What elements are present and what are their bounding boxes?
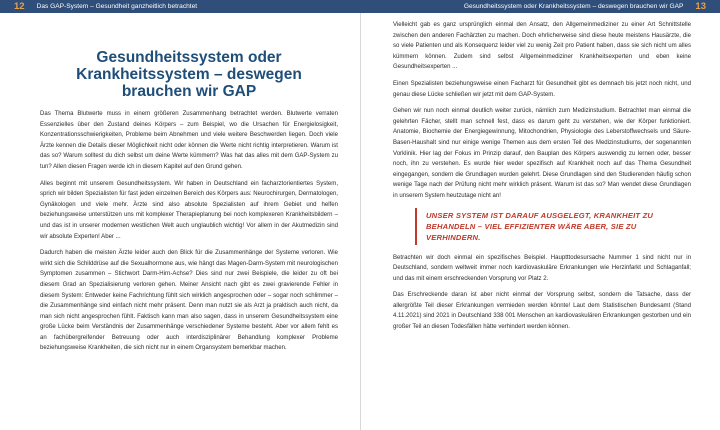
body-paragraph: Vielleicht gab es ganz ursprünglich einmal den Ansatz, den Allgemeinmediziner zu einer Art Schnittstelle zwischen den anderen Fachärzten zu machen. Doch ehrlicherweise sind diese heute meistens Hausärzte, die so viele Patienten und als Konsequenz leider viel zu wenig Zeit pro Patient haben, dass sie sich nicht um alles kümmern können. Zudem sind selbst Allgemeinmediziner Krankheitsexperten und eben keine Gesundheitsexperten ... bbox=[393, 22, 691, 71]
chapter-title bbox=[40, 49, 338, 100]
chapter-title-line: Gesundheitssystem oder bbox=[96, 49, 282, 66]
left-page-number: 12 bbox=[14, 1, 25, 12]
body-paragraph: Alles beginnt mit unserem Gesundheitssystem. Wir haben in Deutschland ein facharztorientiertes System, sprich wir bilden Spezialisten für fast jeden einzelnen Bereich des Körpers aus: Neurochirurgen, Dermatologen, Gynäkologen und viele mehr. Ärzte sind also absolute Spezialisten auf ihrem Gebiet und helfen beziehungsweise unterstützen uns mit komplexer Therapieplanung bei noch komplexeren Krankheitsbildern – und das ist in unserer modernen westlichen Welt auch unglaublich wichtig! Vor allem in der Akutmedizin sind wir absolute Experten! Aber ... bbox=[40, 180, 338, 240]
body-paragraph: Einen Spezialisten beziehungsweise einen Facharzt für Gesundheit gibt es demnach bis jetzt noch nicht, und genau diese Lücke schließen wir jetzt mit dem GAP-System. bbox=[393, 80, 691, 98]
right-page-number: 13 bbox=[695, 1, 706, 12]
pull-quote: UNSER SYSTEM IST DARAUF AUSGELEGT, KRANKHEIT ZU BEHANDELN – VIEL EFFIZIENTER WÄRE ABER, SIE ZU VERHINDERN. bbox=[415, 208, 691, 245]
page-gutter bbox=[360, 13, 361, 430]
left-header bbox=[14, 0, 197, 13]
body-paragraph: Betrachten wir doch einmal ein spezifisches Beispiel. Hauptttodesursache Nummer 1 sind nicht nur in Deutschland, sondern weltweit immer noch kardiovaskuläre Erkrankungen wie Herzinfarkt und Schlaganfall; und das mit einem erschreckenden Vorsprung vor Platz 2. bbox=[393, 254, 691, 282]
right-header bbox=[464, 0, 706, 13]
body-paragraph: Dadurch haben die meisten Ärzte leider auch den Blick für die Zusammenhänge der Systeme verloren. Wie wirkt sich die Schilddrüse auf die Sexualhormone aus, wie hängt das Magen-Darm-System mit neurologischen Symptomen zusammen – Stichwort Darm-Hirn-Achse? Dies sind nur zwei Beispiele, die leider zu oft bei diesem Grad an Spezialisierung verloren gehen. Meiner Ansicht nach gibt es zwei gravierende Fehler in diesem System: Entweder keine Fachrichtung fühlt sich wirklich angesprochen oder – sogar noch schlimmer – die Zusammenhänge sind einfach nicht mehr präsent. Denn man nutzt sie als Arzt ja praktisch auch nicht, da man sich nicht angesprochen fühlt. Faktisch kann man also sagen, dass in unserem Gesundheitssystem eine große Lücke beim Verständnis der Zusammenhänge verschiedener Systeme besteht. Aber vor allem fehlt es an fachübergreifender Betreuung oder auch interdisziplinärer Behandlung komplexer Probleme beziehungsweise Krankheiten, die sich nicht nur in einem Organsystem bemerkbar machen. bbox=[40, 250, 338, 352]
right-running-title: Gesundheitssystem oder Krankheitssystem – deswegen brauchen wir GAP bbox=[463, 3, 684, 10]
left-running-title: Das GAP-System – Gesundheit ganzheitlich betrachtet bbox=[36, 3, 198, 10]
body-paragraph: Das Thema Blutwerte muss in einem größeren Zusammenhang betrachtet werden. Blutwerte verraten Essenzielles über den Zustand deines Körpers – zum Beispiel, wo die Ursachen für Energielosigkeit, Konzentrationsschwierigkeiten, Probleme beim Abnehmen und viele weitere Beschwerden liegen. Doch viele Ärzte kennen die Details dieser Möglichkeit nicht oder können die Werte nicht richtig interpretieren. Warum ist das so? Warum solltest du dich selbst um deine Werte kümmern? Was hat das alles mit dem GAP-System zu tun? Allen diesen Fragen werde ich in diesem Kapitel auf den Grund gehen. bbox=[40, 111, 338, 170]
right-page bbox=[393, 20, 691, 339]
left-page bbox=[40, 20, 338, 360]
chapter-title-line: brauchen wir GAP bbox=[121, 83, 257, 100]
header-band bbox=[0, 0, 720, 13]
body-paragraph: Gehen wir nun noch einmal deutlich weiter zurück, nämlich zum Medizinstudium. Betrachtet man einmal die gelehrten Fächer, stellt man schnell fest, dass es darum geht zu verstehen, wie der Körper funktioniert. Anatomie, Biochemie der Energiegewinnung, Mitochondrien, Physiologie des Leberstoffwechsels und Säure-Basen-Haushalt sind nur einige wenige Themen aus dem ersten Teil des Medizinstudiums, der sogenannten Vorklinik. Hier lag der Fokus im Prinzip darauf, den Bauplan des Körpers auswendig zu lernen oder, besser noch, ihn zu verstehen. Es wurde hier weder spezifisch auf Krankheit noch auf das Thema Gesundheit eingegangen, sondern die Grundlagen wurden gelehrt. Diese Grundlagen sind den Studierenden häufig schon wenige Tage nach der Prüfung nicht mehr wirklich präsent. Warum ist das so? Man wendet diese Grundlagen in unserem System heutzutage nicht an! bbox=[393, 108, 691, 199]
chapter-title-line: Krankheitssystem – deswegen bbox=[76, 66, 302, 83]
body-paragraph: Das Erschreckende daran ist aber nicht einmal der Vorsprung selbst, sondern die Tatsache, dass der allergrößte Teil dieser Erkrankungen vermieden werden könnte! Laut dem Statistischen Bundesamt (Stand 4.11.2021) sind 2021 in Deutschland 338 001 Menschen an kardiovaskulären Erkrankungen gestorben und ein großer Teil an diesen Todesfällen hätte verhindert werden können. bbox=[393, 292, 691, 331]
